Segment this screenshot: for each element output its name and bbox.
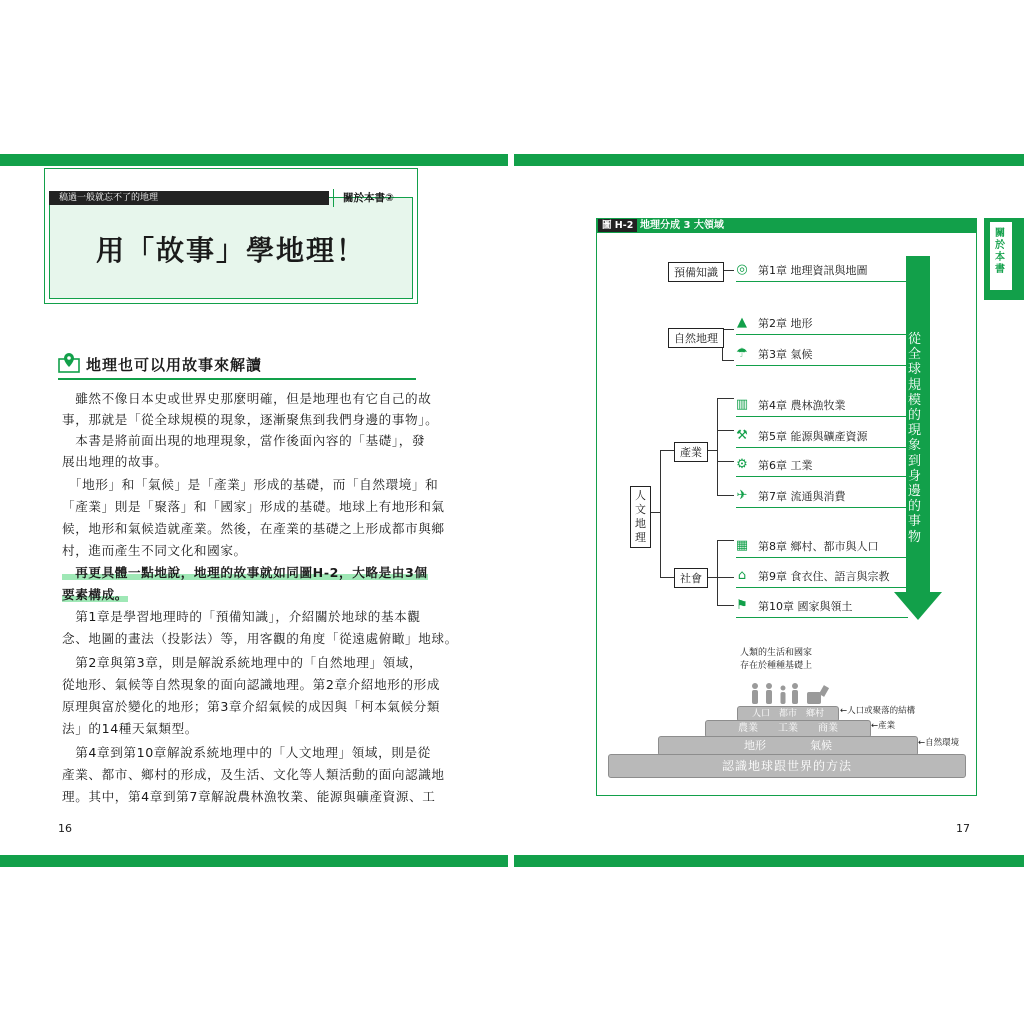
plane-icon: ✈ [736,488,748,503]
connector [717,605,734,606]
chapter-row: ◎ 第1章 地理資訊與地圖 [736,261,908,282]
body-line: 展出地理的故事。 [62,454,168,469]
body-line: 法」的14種天氣類型。 [62,721,198,736]
top-band-left [0,154,508,166]
connector [717,540,734,541]
body-line: 事，那就是「從全球規模的現象，逐漸聚焦到我們身邊的事物」。 [62,412,439,427]
note-lower: ←自然環境 [918,738,960,748]
chapter-row: ▲ 第2章 地形 [736,314,908,335]
body-line-highlight: 再更具體一點地說，地理的故事就如同圖H-2，大略是由3個 [62,565,428,580]
flag-icon: ⚑ [736,598,748,613]
connector [717,430,734,431]
chapter-row: ⚙ 第6章 工業 [736,456,908,477]
connector [717,540,718,606]
pyramid-base: 認識地球跟世界的方法 [608,754,966,778]
chapter-row: ▥ 第4章 農林漁牧業 [736,396,908,417]
figure-title: 地理分成 3 大領域 [640,220,724,231]
map-pin-icon [58,352,80,374]
body-line: 從地形、氣候等自然現象的面向認識地理。第2章介紹地形的形成 [62,677,441,692]
body-line: 理。其中，第4章到第7章解說農林漁牧業、能源與礦產資源、工 [62,789,436,804]
bottom-band-right [514,855,1024,867]
connector [660,577,674,578]
bottom-band-left [0,855,508,867]
people-icon [745,682,835,706]
thermometer-icon: ☂ [736,346,748,361]
category-prep: 預備知識 [668,262,724,282]
body-line: 候，地形和氣候造就產業。然後，在產業的基礎之上形成都市與鄉 [62,521,445,536]
connector [722,360,734,361]
chapter-row: ⌂ 第9章 食衣住、語言與宗教 [736,567,908,588]
connector [717,398,718,496]
connector [717,461,734,462]
connector [717,495,734,496]
body-line: 本書是將前面出現的地理現象，當作後面內容的「基礎」，發 [62,433,426,448]
chapter-row: ▦ 第8章 鄉村、都市與人口 [736,537,908,558]
chapter-row: ⚑ 第10章 國家與領土 [736,597,908,618]
connector [660,450,674,451]
farm-icon: ▥ [735,397,749,412]
pyramid-lower: 地形 氣候 [658,736,918,756]
body-line: 念、地圖的畫法（投影法）等，用客觀的角度「從遠處俯瞰」地球。 [62,631,458,646]
connector [717,398,734,399]
top-band-right [514,154,1024,166]
body-line: 第2章與第3章，則是解說系統地理中的「自然地理」領域， [62,655,423,670]
title-box [44,168,418,304]
pyramid-middle: 農業 工業 商業 [705,720,871,738]
category-society: 社會 [674,568,708,588]
globe-icon: ◎ [736,262,748,277]
gear-icon: ⚙ [736,457,748,472]
mountain-icon: ▲ [737,315,747,330]
building-icon: ▦ [735,538,749,553]
pyramid-caption-2: 存在於種種基礎上 [740,661,813,671]
pickaxe-icon: ⚒ [736,428,748,443]
chapter-row: ✈ 第7章 流通與消費 [736,487,908,508]
chapter-row: ⚒ 第5章 能源與礦產資源 [736,427,908,448]
side-tab-text: 關於本書 [995,228,1005,275]
body-line: 原理與富於變化的地形；第3章介紹氣候的成因與「柯本氣候分類 [62,699,441,714]
body-line: 第4章到第10章解說系統地理中的「人文地理」領域，則是從 [62,745,431,760]
connector [717,577,734,578]
body-line: 產業、都市、鄉村的形成，及生活、文化等人類活動的面向認識地 [62,767,445,782]
page-title: 用「故事」學地理！ [95,234,366,267]
connector [660,450,661,578]
page-number-left: 16 [58,822,72,835]
category-human: 人文地理 [630,486,651,548]
body-line: 「產業」則是「聚落」和「國家」形成的基礎。地球上有地形和氣 [62,499,445,514]
arrow-text: 從全球規模的現象到身邊的事物 [908,332,922,545]
section-tag-text: 關於本書② [343,192,394,204]
category-natural: 自然地理 [668,328,724,348]
pyramid-top: 人口 都市 鄉村 [737,706,839,722]
chapter-row: ☂ 第3章 氣候 [736,345,908,366]
pyramid-caption-1: 人類的生活和國家 [740,648,813,658]
body-line: 村，進而產生不同文化和國家。 [62,543,247,558]
category-industry: 產業 [674,442,708,462]
note-top: ←人口或聚落的結構 [840,706,916,716]
house-icon: ⌂ [737,568,747,583]
body-line: 雖然不像日本史或世界史那麼明確，但是地理也有它自己的故 [62,391,432,406]
body-line-highlight: 要素構成。 [62,587,128,602]
figure-label: 圖 H-2 [598,219,637,232]
page-number-right: 17 [956,822,970,835]
subheading-rule [58,378,416,380]
note-middle: ←產業 [871,721,896,731]
header-tag-text: 稿過一般就忘不了的地理 [59,193,159,203]
body-line: 「地形」和「氣候」是「產業」形成的基礎，而「自然環境」和 [62,477,439,492]
subheading: 地理也可以用故事來解讀 [86,356,263,374]
body-line: 第1章是學習地理時的「預備知識」，介紹關於地球的基本觀 [62,609,421,624]
